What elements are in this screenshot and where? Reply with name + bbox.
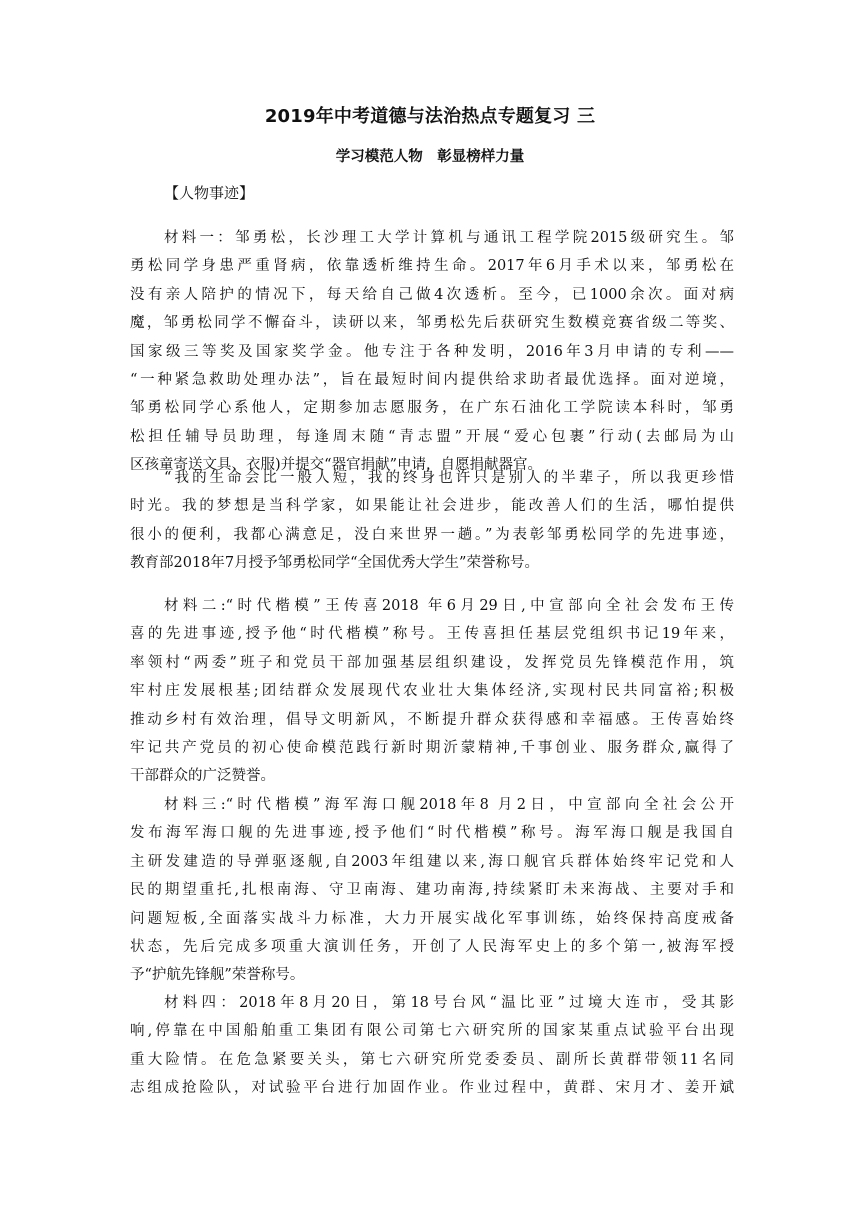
paragraph-line	[130, 309, 734, 337]
line-text: 区孩童寄送文具、衣服)并提交“器官捐献”申请，自愿捐献器官。	[130, 457, 542, 474]
line-text: 牢记共产党员的初心使命模范践行新时期沂蒙精神,千事创业、服务群众,赢得了	[130, 739, 734, 756]
line-text: 很小的便利，我都心满意足，没白来世界一趟。”为表彰邹勇松同学的先进事迹，	[130, 526, 734, 543]
paragraph-material-4	[130, 989, 734, 1103]
line-text: 邹勇松同学心系他人，定期参加志愿服务，在广东石油化工学院读本科时，邹勇	[130, 400, 734, 417]
line-text: 材料一：邹勇松，长沙理工大学计算机与通讯工程学院2015级研究生。邹	[164, 230, 734, 246]
paragraph-line	[130, 791, 734, 819]
line-text: 响,停靠在中国船舶重工集团有限公司第七六研究所的国家某重点试验平台出现	[130, 1023, 734, 1040]
document-subtitle: 学习模范人物 彰显榜样力量	[335, 149, 525, 165]
line-text: 主研发建造的导弹驱逐舰,自2003年组建以来,海口舰官兵群体始终牢记党和人	[130, 853, 734, 870]
line-text: 喜的先进事迹,授予他“时代楷模”称号。王传喜担任基层党组织书记19年来，	[130, 626, 734, 643]
line-text: 材料四：2018年8月20日，第18号台风“温比亚”过境大连市，受其影	[164, 995, 734, 1011]
paragraph-line	[130, 549, 734, 577]
paragraph-line	[130, 620, 734, 648]
line-text: 重大险情。在危急紧要关头，第七六研究所党委委员、副所长黄群带领11名同	[130, 1051, 734, 1068]
line-text: 魔，邹勇松同学不懈奋斗，读研以来，邹勇松先后获研究生数模竞赛省级二等奖、	[130, 315, 734, 332]
line-text: 干部群众的广泛赞誉。	[130, 768, 275, 785]
paragraph-line	[130, 338, 734, 366]
line-text: 率领村“两委”班子和党员干部加强基层组织建设，发挥党员先锋模范作用，筑	[130, 654, 734, 671]
paragraph-line	[130, 989, 734, 1017]
paragraph-line	[130, 281, 734, 309]
paragraph-line	[130, 876, 734, 904]
paragraph-line	[130, 464, 734, 492]
line-text: 松担任辅导员助理，每逢周末随“青志盟”开展“爱心包裹”行动(去邮局为山	[130, 428, 734, 445]
paragraph-line	[130, 649, 734, 677]
line-text: 材料三:“时代楷模”海军海口舰2018年8 月2日，中宣部向全社会公开	[164, 797, 734, 813]
paragraph-line	[130, 423, 734, 451]
paragraph-material-2	[130, 592, 734, 791]
line-text: 民的期望重托,扎根南海、守卫南海、建功南海,持续紧盯未来海战、主要对手和	[130, 882, 734, 899]
line-text: 状态，先后完成多项重大演训任务，开创了人民海军史上的多个第一,被海军授	[130, 938, 734, 955]
paragraph-line	[130, 734, 734, 762]
line-text: 勇松同学身患严重肾病，依靠透析维持生命。2017年6月手术以来，邹勇松在	[130, 258, 734, 275]
document-title: 2019年中考道德与法治热点专题复习 三	[264, 106, 596, 127]
paragraph-line	[130, 762, 734, 790]
line-text: 牢村庄发展根基;团结群众发展现代农业壮大集体经济,实现村民共同富裕;积极	[130, 683, 734, 700]
paragraph-line	[130, 848, 734, 876]
line-text: 国家级三等奖及国家奖学金。他专注于各种发明，2016年3月申请的专利——	[130, 343, 734, 360]
line-text: 问题短板,全面落实战斗力标准，大力开展实战化军事训练，始终保持高度戒备	[130, 910, 734, 927]
line-text: 推动乡村有效治理，倡导文明新风，不断提升群众获得感和幸福感。王传喜始终	[130, 711, 734, 728]
section-heading: 【人物事迹】	[164, 184, 255, 202]
paragraph-line	[130, 905, 734, 933]
paragraph-line	[130, 819, 734, 847]
line-text: 发布海军海口舰的先进事迹,授予他们“时代楷模”称号。海军海口舰是我国自	[130, 825, 734, 842]
paragraph-line	[130, 933, 734, 961]
paragraph-line	[130, 521, 734, 549]
paragraph-line	[130, 706, 734, 734]
line-text: 志组成抢险队，对试验平台进行加固作业。作业过程中，黄群、宋月才、姜开斌	[130, 1080, 734, 1097]
line-text: 教育部2018年7月授予邹勇松同学“全国优秀大学生”荣誉称号。	[130, 555, 539, 572]
paragraph-material-1	[130, 224, 734, 480]
paragraph-line	[130, 1017, 734, 1045]
line-text: 予“护航先锋舰”荣誉称号。	[130, 967, 305, 984]
paragraph-line	[130, 677, 734, 705]
line-text: 没有亲人陪护的情况下，每天给自己做4次透析。至今，已1000余次。面对病	[130, 286, 734, 303]
line-text: 材料二:“时代楷模”王传喜2018 年6月29日,中宣部向全社会发布王传	[164, 598, 734, 614]
paragraph-line	[130, 492, 734, 520]
paragraph-line	[130, 252, 734, 280]
paragraph-line	[130, 1046, 734, 1074]
line-text: “一种紧急救助处理办法”，旨在最短时间内提供给求助者最优选择。面对逆境，	[130, 371, 734, 388]
paragraph-material-3	[130, 791, 734, 990]
paragraph-line	[130, 366, 734, 394]
paragraph-quote	[130, 464, 734, 578]
paragraph-line	[130, 592, 734, 620]
line-text: 时光。我的梦想是当科学家，如果能让社会进步，能改善人们的生活，哪怕提供	[130, 498, 734, 515]
paragraph-line	[130, 394, 734, 422]
paragraph-line	[130, 224, 734, 252]
line-text: “我的生命会比一般人短，我的终身也许只是别人的半辈子，所以我更珍惜	[164, 470, 734, 486]
paragraph-line	[130, 1074, 734, 1102]
paragraph-line	[130, 961, 734, 989]
